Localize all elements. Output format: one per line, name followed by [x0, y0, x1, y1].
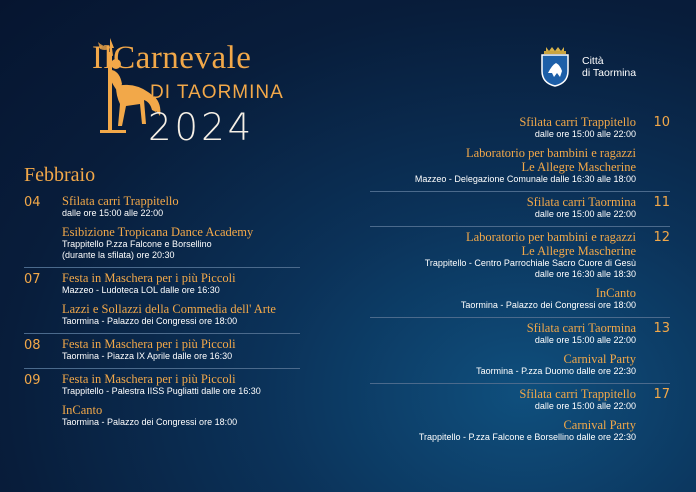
event-detail: dalle ore 16:30 alle 18:30 — [534, 269, 636, 279]
event-detail: Trappitello - Centro Parrochiale Sacro Cuore di Gesù — [424, 258, 636, 268]
event-subtitle: DI TAORMINA — [150, 82, 284, 103]
event-item — [370, 286, 636, 311]
day-events — [62, 191, 300, 267]
day-number: 13 — [653, 321, 670, 336]
day-row — [370, 192, 670, 227]
event-logo — [42, 14, 302, 149]
event-detail: dalle ore 15:00 alle 22:00 — [534, 129, 636, 139]
event-detail: Taormina - Palazzo dei Congressi ore 18:00 — [62, 417, 238, 427]
day-number: 04 — [24, 195, 41, 210]
day-events — [62, 334, 300, 368]
day-row — [370, 227, 670, 318]
event-detail: Trappitello - P.zza Falcone e Borsellino dalle ore 22:30 — [418, 432, 636, 442]
event-item — [370, 321, 636, 346]
event-title: Sfilata carri Taormina — [526, 321, 636, 335]
day-number: 17 — [653, 387, 670, 402]
day-row — [24, 191, 300, 268]
event-detail: dalle ore 15:00 alle 22:00 — [534, 209, 636, 219]
event-detail: Taormina - Palazzo dei Congressi ore 18:00 — [460, 300, 636, 310]
event-title: Laboratorio per bambini e ragazzi Le Allegre Mascherine — [465, 146, 636, 174]
event-title: Sfilata carri Trappitello — [519, 387, 636, 401]
day-events — [62, 268, 300, 333]
event-title: Sfilata carri Taormina — [526, 195, 636, 209]
day-row — [24, 334, 300, 369]
event-item — [370, 387, 636, 412]
event-title: IlCarnevale — [92, 40, 252, 76]
month-heading: Febbraio — [24, 164, 96, 186]
event-title: Lazzi e Sollazzi della Commedia dell' Arte — [62, 302, 276, 316]
day-events — [62, 369, 300, 434]
event-detail: dalle ore 15:00 alle 22:00 — [62, 208, 164, 218]
day-number: 08 — [24, 338, 41, 353]
event-detail: Mazzeo - Ludoteca LOL dalle ore 16:30 — [62, 285, 220, 295]
day-number: 10 — [653, 115, 670, 130]
event-detail: Mazzeo - Delegazione Comunale dalle 16:30 alle 18:00 — [414, 174, 636, 184]
city-name-line2: di Taormina — [582, 67, 637, 79]
schedule-left-column — [24, 191, 300, 434]
day-events — [370, 384, 636, 449]
event-item — [62, 302, 300, 327]
event-item — [62, 372, 300, 397]
event-detail: (durante la sfilata) ore 20:30 — [62, 250, 175, 260]
event-item — [370, 418, 636, 443]
event-title: Carnival Party — [563, 352, 636, 366]
schedule-right-column — [370, 112, 670, 449]
event-title: Festa in Maschera per i più Piccoli — [62, 372, 236, 386]
event-detail: Trappitello - Palestra IISS Pugliatti dalle ore 16:30 — [62, 386, 261, 396]
event-item — [370, 115, 636, 140]
day-events — [370, 112, 636, 191]
city-badge — [538, 47, 636, 87]
event-title: InCanto — [62, 403, 103, 417]
event-item — [370, 352, 636, 377]
day-number: 09 — [24, 373, 41, 388]
event-detail: Taormina - P.zza Duomo dalle ore 22:30 — [476, 366, 636, 376]
day-events — [370, 192, 636, 226]
event-title: Sfilata carri Trappitello — [519, 115, 636, 129]
day-row — [24, 369, 300, 434]
event-title: Festa in Maschera per i più Piccoli — [62, 271, 236, 285]
event-item — [62, 403, 300, 428]
event-item — [370, 146, 636, 185]
day-row — [24, 268, 300, 334]
event-title: InCanto — [595, 286, 636, 300]
event-item — [62, 225, 300, 261]
event-item — [370, 195, 636, 220]
event-year: 2024 — [148, 106, 255, 149]
city-crest-icon — [538, 47, 572, 87]
day-number: 11 — [653, 195, 670, 210]
day-number: 07 — [24, 272, 41, 287]
event-item — [62, 271, 300, 296]
event-title: Carnival Party — [563, 418, 636, 432]
day-events — [370, 318, 636, 383]
event-item — [62, 337, 300, 362]
event-item — [370, 230, 636, 280]
day-number: 12 — [653, 230, 670, 245]
event-title: Esibizione Tropicana Dance Academy — [62, 225, 254, 239]
day-row — [370, 318, 670, 384]
event-detail: dalle ore 15:00 alle 22:00 — [534, 335, 636, 345]
event-item — [62, 194, 300, 219]
day-row — [370, 112, 670, 192]
day-events — [370, 227, 636, 317]
event-title: Sfilata carri Trappitello — [62, 194, 179, 208]
event-title: Festa in Maschera per i più Piccoli — [62, 337, 236, 351]
event-detail: Taormina - Piazza IX Aprile dalle ore 16:30 — [62, 351, 233, 361]
event-detail: Trappitello P.zza Falcone e Borsellino — [62, 239, 212, 249]
day-row — [370, 384, 670, 449]
event-detail: dalle ore 15:00 alle 22:00 — [534, 401, 636, 411]
city-name-line1: Città — [582, 55, 604, 67]
event-title: Laboratorio per bambini e ragazzi Le Allegre Mascherine — [465, 230, 636, 258]
event-detail: Taormina - Palazzo dei Congressi ore 18:00 — [62, 316, 238, 326]
